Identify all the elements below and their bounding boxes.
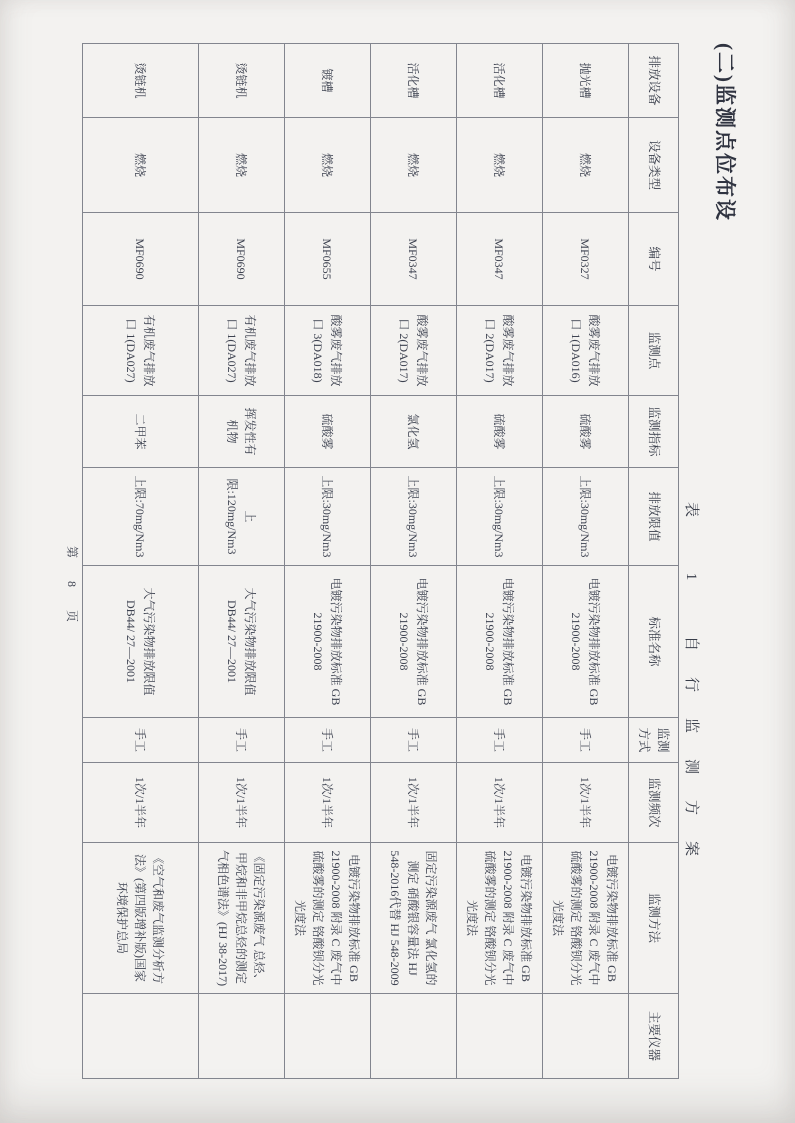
cell-point: 有机废气排放口 1(DA027) bbox=[83, 306, 199, 396]
cell-method: 电镀污染物排放标准 GB 21900-2008 附录 C 废气中硫酸雾的测定 铬酸钡分光光度法 bbox=[457, 843, 543, 994]
cell-instrument bbox=[457, 994, 543, 1079]
cell-frequency: 1次/1半年 bbox=[199, 763, 285, 843]
column-header-method: 监测方法 bbox=[629, 843, 679, 994]
column-header-mode: 监测方式 bbox=[629, 718, 679, 763]
cell-limit: 上限:30mg/Nm3 bbox=[457, 468, 543, 566]
cell-frequency: 1次/1半年 bbox=[285, 763, 371, 843]
cell-frequency: 1次/1半年 bbox=[83, 763, 199, 843]
column-header-device-type: 设备类型 bbox=[629, 118, 679, 213]
cell-method: 《固定污染源废气 总烃、甲烷和非甲烷总烃的测定 气相色谱法》(HJ 38-2017) bbox=[199, 843, 285, 994]
cell-standard: 电镀污染物排放标准 GB 21900-2008 bbox=[543, 566, 629, 718]
cell-instrument bbox=[199, 994, 285, 1079]
cell-instrument bbox=[285, 994, 371, 1079]
cell-indicator: 二甲苯 bbox=[83, 396, 199, 468]
cell-device: 抛光槽 bbox=[543, 44, 629, 118]
cell-mode: 手工 bbox=[457, 718, 543, 763]
cell-indicator: 硫酸雾 bbox=[285, 396, 371, 468]
cell-instrument bbox=[371, 994, 457, 1079]
cell-point: 有机废气排放口 1(DA027) bbox=[199, 306, 285, 396]
column-header-code: 编号 bbox=[629, 213, 679, 306]
cell-method: 电镀污染物排放标准 GB 21900-2008 附录 C 废气中硫酸雾的测定 铬酸钡分光光度法 bbox=[285, 843, 371, 994]
cell-device-type: 燃烧 bbox=[199, 118, 285, 213]
cell-limit: 上限:120mg/Nm3 bbox=[199, 468, 285, 566]
section-title: (二)监测点位布设 bbox=[713, 43, 737, 222]
column-header-instrument: 主要仪器 bbox=[629, 994, 679, 1079]
column-header-device: 排放设备 bbox=[629, 44, 679, 118]
cell-mode: 手工 bbox=[83, 718, 199, 763]
table-caption: 表 1 自行监测方案 bbox=[683, 502, 699, 883]
cell-device-type: 燃烧 bbox=[543, 118, 629, 213]
cell-point: 酸雾废气排放口 3(DA018) bbox=[285, 306, 371, 396]
cell-limit: 上限:30mg/Nm3 bbox=[285, 468, 371, 566]
cell-instrument bbox=[83, 994, 199, 1079]
column-header-limit: 排放限值 bbox=[629, 468, 679, 566]
header-row bbox=[629, 44, 679, 1079]
cell-point: 酸雾废气排放口 2(DA017) bbox=[371, 306, 457, 396]
column-header-point: 监测点 bbox=[629, 306, 679, 396]
cell-mode: 手工 bbox=[543, 718, 629, 763]
cell-device-type: 燃烧 bbox=[371, 118, 457, 213]
column-header-standard: 标准名称 bbox=[629, 566, 679, 718]
cell-limit: 上限:70mg/Nm3 bbox=[83, 468, 199, 566]
cell-method: 固定污染源废气 氯化氢的测定 硝酸银容量法 HJ 548-2016代替 HJ 548-2009 bbox=[371, 843, 457, 994]
cell-standard: 大气污染物排放限值 DB44/ 27—2001 bbox=[83, 566, 199, 718]
cell-indicator: 挥发性有机物 bbox=[199, 396, 285, 468]
cell-indicator: 硫酸雾 bbox=[457, 396, 543, 468]
cell-device: 镀槽 bbox=[285, 44, 371, 118]
cell-code: MF0347 bbox=[371, 213, 457, 306]
cell-code: MF0690 bbox=[199, 213, 285, 306]
table-row bbox=[457, 44, 543, 1079]
table-row bbox=[371, 44, 457, 1079]
cell-standard: 电镀污染物排放标准 GB 21900-2008 bbox=[285, 566, 371, 718]
cell-code: MF0655 bbox=[285, 213, 371, 306]
cell-code: MF0347 bbox=[457, 213, 543, 306]
cell-device: 烫链机 bbox=[83, 44, 199, 118]
cell-standard: 电镀污染物排放标准 GB 21900-2008 bbox=[457, 566, 543, 718]
cell-device: 活化槽 bbox=[371, 44, 457, 118]
cell-standard: 大气污染物排放限值 DB44/ 27—2001 bbox=[199, 566, 285, 718]
cell-frequency: 1次/1半年 bbox=[457, 763, 543, 843]
cell-indicator: 氯化氢 bbox=[371, 396, 457, 468]
table-row bbox=[199, 44, 285, 1079]
cell-device-type: 燃烧 bbox=[83, 118, 199, 213]
cell-method: 电镀污染物排放标准 GB 21900-2008 附录 C 废气中硫酸雾的测定 铬酸钡分光光度法 bbox=[543, 843, 629, 994]
cell-frequency: 1次/1半年 bbox=[543, 763, 629, 843]
cell-code: MF0690 bbox=[83, 213, 199, 306]
cell-device: 活化槽 bbox=[457, 44, 543, 118]
cell-device: 烫链机 bbox=[199, 44, 285, 118]
cell-device-type: 燃烧 bbox=[457, 118, 543, 213]
column-header-frequency: 监测频次 bbox=[629, 763, 679, 843]
cell-limit: 上限:30mg/Nm3 bbox=[371, 468, 457, 566]
cell-code: MF0327 bbox=[543, 213, 629, 306]
cell-point: 酸雾废气排放口 1(DA016) bbox=[543, 306, 629, 396]
cell-point: 酸雾废气排放口 2(DA017) bbox=[457, 306, 543, 396]
cell-mode: 手工 bbox=[371, 718, 457, 763]
cell-instrument bbox=[543, 994, 629, 1079]
cell-standard: 电镀污染物排放标准 GB 21900-2008 bbox=[371, 566, 457, 718]
cell-method: 《空气和废气监测分析方法》(第四版增补版)国家环境保护总局 bbox=[83, 843, 199, 994]
cell-mode: 手工 bbox=[285, 718, 371, 763]
cell-limit: 上限:30mg/Nm3 bbox=[543, 468, 629, 566]
cell-mode: 手工 bbox=[199, 718, 285, 763]
column-header-indicator: 监测指标 bbox=[629, 396, 679, 468]
cell-indicator: 硫酸雾 bbox=[543, 396, 629, 468]
table-row bbox=[285, 44, 371, 1079]
page-number: 第 8 页 bbox=[65, 546, 79, 633]
table-row bbox=[543, 44, 629, 1079]
cell-frequency: 1次/1半年 bbox=[371, 763, 457, 843]
cell-device-type: 燃烧 bbox=[285, 118, 371, 213]
table-row bbox=[83, 44, 199, 1079]
self-monitoring-plan-table bbox=[82, 43, 679, 1079]
